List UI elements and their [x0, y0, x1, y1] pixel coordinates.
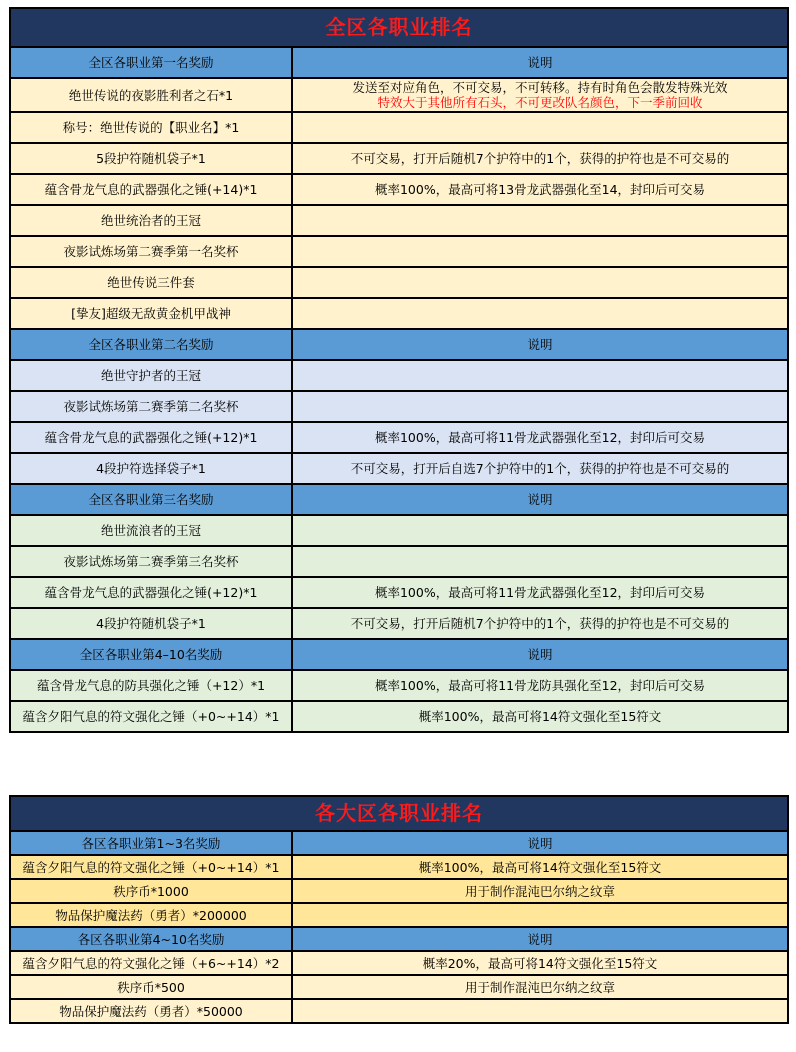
table-row: [10, 577, 788, 608]
table-row: [10, 670, 788, 701]
reward-cell: 绝世传说的夜影胜利者之石*1: [10, 78, 292, 112]
desc-cell: [292, 267, 788, 298]
desc-cell: [292, 360, 788, 391]
nationwide-ranking-table: [9, 7, 789, 733]
reward-cell: 物品保护魔法药（勇者）*200000: [10, 903, 292, 927]
reward-cell: 夜影试炼场第二赛季第一名奖杯: [10, 236, 292, 267]
column-header-desc: 说明: [292, 831, 788, 855]
reward-cell: 4段护符选择袋子*1: [10, 453, 292, 484]
desc-cell: [292, 515, 788, 546]
desc-cell: [292, 903, 788, 927]
column-header-desc: 说明: [292, 927, 788, 951]
column-header-desc: 说明: [292, 47, 788, 78]
reward-cell: 蕴含骨龙气息的防具强化之锤（+12）*1: [10, 670, 292, 701]
desc-cell: [292, 391, 788, 422]
desc-cell: 用于制作混沌巴尔纳之纹章: [292, 975, 788, 999]
table-row: [10, 391, 788, 422]
reward-cell: 绝世流浪者的王冠: [10, 515, 292, 546]
table-row: [10, 205, 788, 236]
reward-cell: 夜影试炼场第二赛季第三名奖杯: [10, 546, 292, 577]
table-title: 全区各职业排名: [10, 8, 788, 47]
table-row: [10, 236, 788, 267]
desc-cell: 不可交易，打开后随机7个护符中的1个，获得的护符也是不可交易的: [292, 143, 788, 174]
table-row: [10, 903, 788, 927]
reward-cell: 蕴含骨龙气息的武器强化之锤(+12)*1: [10, 422, 292, 453]
reward-cell: [挚友]超级无敌黄金机甲战神: [10, 298, 292, 329]
reward-cell: 绝世统治者的王冠: [10, 205, 292, 236]
column-header-desc: 说明: [292, 484, 788, 515]
desc-cell: [292, 78, 788, 112]
table-row: [10, 951, 788, 975]
table-row: [10, 975, 788, 999]
table-row: [10, 453, 788, 484]
reward-cell: 物品保护魔法药（勇者）*50000: [10, 999, 292, 1023]
reward-cell: 绝世守护者的王冠: [10, 360, 292, 391]
desc-cell: 概率100%，最高可将11骨龙防具强化至12，封印后可交易: [292, 670, 788, 701]
desc-cell: 概率100%，最高可将14符文强化至15符文: [292, 855, 788, 879]
table-row: [10, 546, 788, 577]
table-row: [10, 112, 788, 143]
desc-cell: [292, 999, 788, 1023]
table-row: [10, 515, 788, 546]
reward-cell: 称号：绝世传说的【职业名】*1: [10, 112, 292, 143]
reward-cell: 夜影试炼场第二赛季第二名奖杯: [10, 391, 292, 422]
desc-cell: [292, 298, 788, 329]
reward-cell: 蕴含骨龙气息的武器强化之锤(+12)*1: [10, 577, 292, 608]
reward-cell: 绝世传说三件套: [10, 267, 292, 298]
desc-cell: 不可交易，打开后随机7个护符中的1个，获得的护符也是不可交易的: [292, 608, 788, 639]
reward-cell: 蕴含夕阳气息的符文强化之锤（+0~+14）*1: [10, 701, 292, 732]
column-header-reward: 全区各职业第三名奖励: [10, 484, 292, 515]
section-header-regional-4-to-10: [10, 927, 788, 951]
reward-cell: 蕴含夕阳气息的符文强化之锤（+0~+14）*1: [10, 855, 292, 879]
section-header-first-place: [10, 47, 788, 78]
column-header-desc: 说明: [292, 329, 788, 360]
desc-cell: 不可交易，打开后自选7个护符中的1个，获得的护符也是不可交易的: [292, 453, 788, 484]
table-row: [10, 267, 788, 298]
desc-cell: [292, 112, 788, 143]
column-header-desc: 说明: [292, 639, 788, 670]
desc-cell: 概率100%，最高可将11骨龙武器强化至12，封印后可交易: [292, 577, 788, 608]
table-row: [10, 360, 788, 391]
reward-cell: 5段护符随机袋子*1: [10, 143, 292, 174]
section-header-third-place: [10, 484, 788, 515]
table-row: [10, 422, 788, 453]
desc-cell: 概率100%，最高可将11骨龙武器强化至12，封印后可交易: [292, 422, 788, 453]
desc-cell: 概率20%，最高可将14符文强化至15符文: [292, 951, 788, 975]
table-row: [10, 143, 788, 174]
desc-text: 发送至对应角色，不可交易，不可转移。持有时角色会散发特殊光效: [352, 80, 728, 95]
table-title: 各大区各职业排名: [10, 796, 788, 831]
table-row: [10, 78, 788, 112]
table-row: [10, 608, 788, 639]
regional-ranking-table: [9, 795, 789, 1024]
table-row: [10, 855, 788, 879]
column-header-reward: 全区各职业第二名奖励: [10, 329, 292, 360]
reward-cell: 蕴含夕阳气息的符文强化之锤（+6~+14）*2: [10, 951, 292, 975]
reward-cell: 蕴含骨龙气息的武器强化之锤(+14)*1: [10, 174, 292, 205]
column-header-reward: 全区各职业第4–10名奖励: [10, 639, 292, 670]
section-header-4-to-10-place: [10, 639, 788, 670]
table-row: [10, 999, 788, 1023]
column-header-reward: 各区各职业第1~3名奖励: [10, 831, 292, 855]
table-row: [10, 879, 788, 903]
table-row: [10, 298, 788, 329]
desc-cell: [292, 236, 788, 267]
column-header-reward: 全区各职业第一名奖励: [10, 47, 292, 78]
reward-cell: 秩序币*1000: [10, 879, 292, 903]
section-header-second-place: [10, 329, 788, 360]
desc-cell: [292, 205, 788, 236]
desc-cell: 概率100%，最高可将13骨龙武器强化至14，封印后可交易: [292, 174, 788, 205]
reward-cell: 秩序币*500: [10, 975, 292, 999]
desc-cell: [292, 546, 788, 577]
desc-warning-note: 特效大于其他所有石头，不可更改队名颜色，下一季前回收: [377, 95, 703, 110]
column-header-reward: 各区各职业第4~10名奖励: [10, 927, 292, 951]
desc-cell: 概率100%，最高可将14符文强化至15符文: [292, 701, 788, 732]
table-row: [10, 174, 788, 205]
section-header-regional-top3: [10, 831, 788, 855]
reward-cell: 4段护符随机袋子*1: [10, 608, 292, 639]
table-row: [10, 701, 788, 732]
desc-cell: 用于制作混沌巴尔纳之纹章: [292, 879, 788, 903]
